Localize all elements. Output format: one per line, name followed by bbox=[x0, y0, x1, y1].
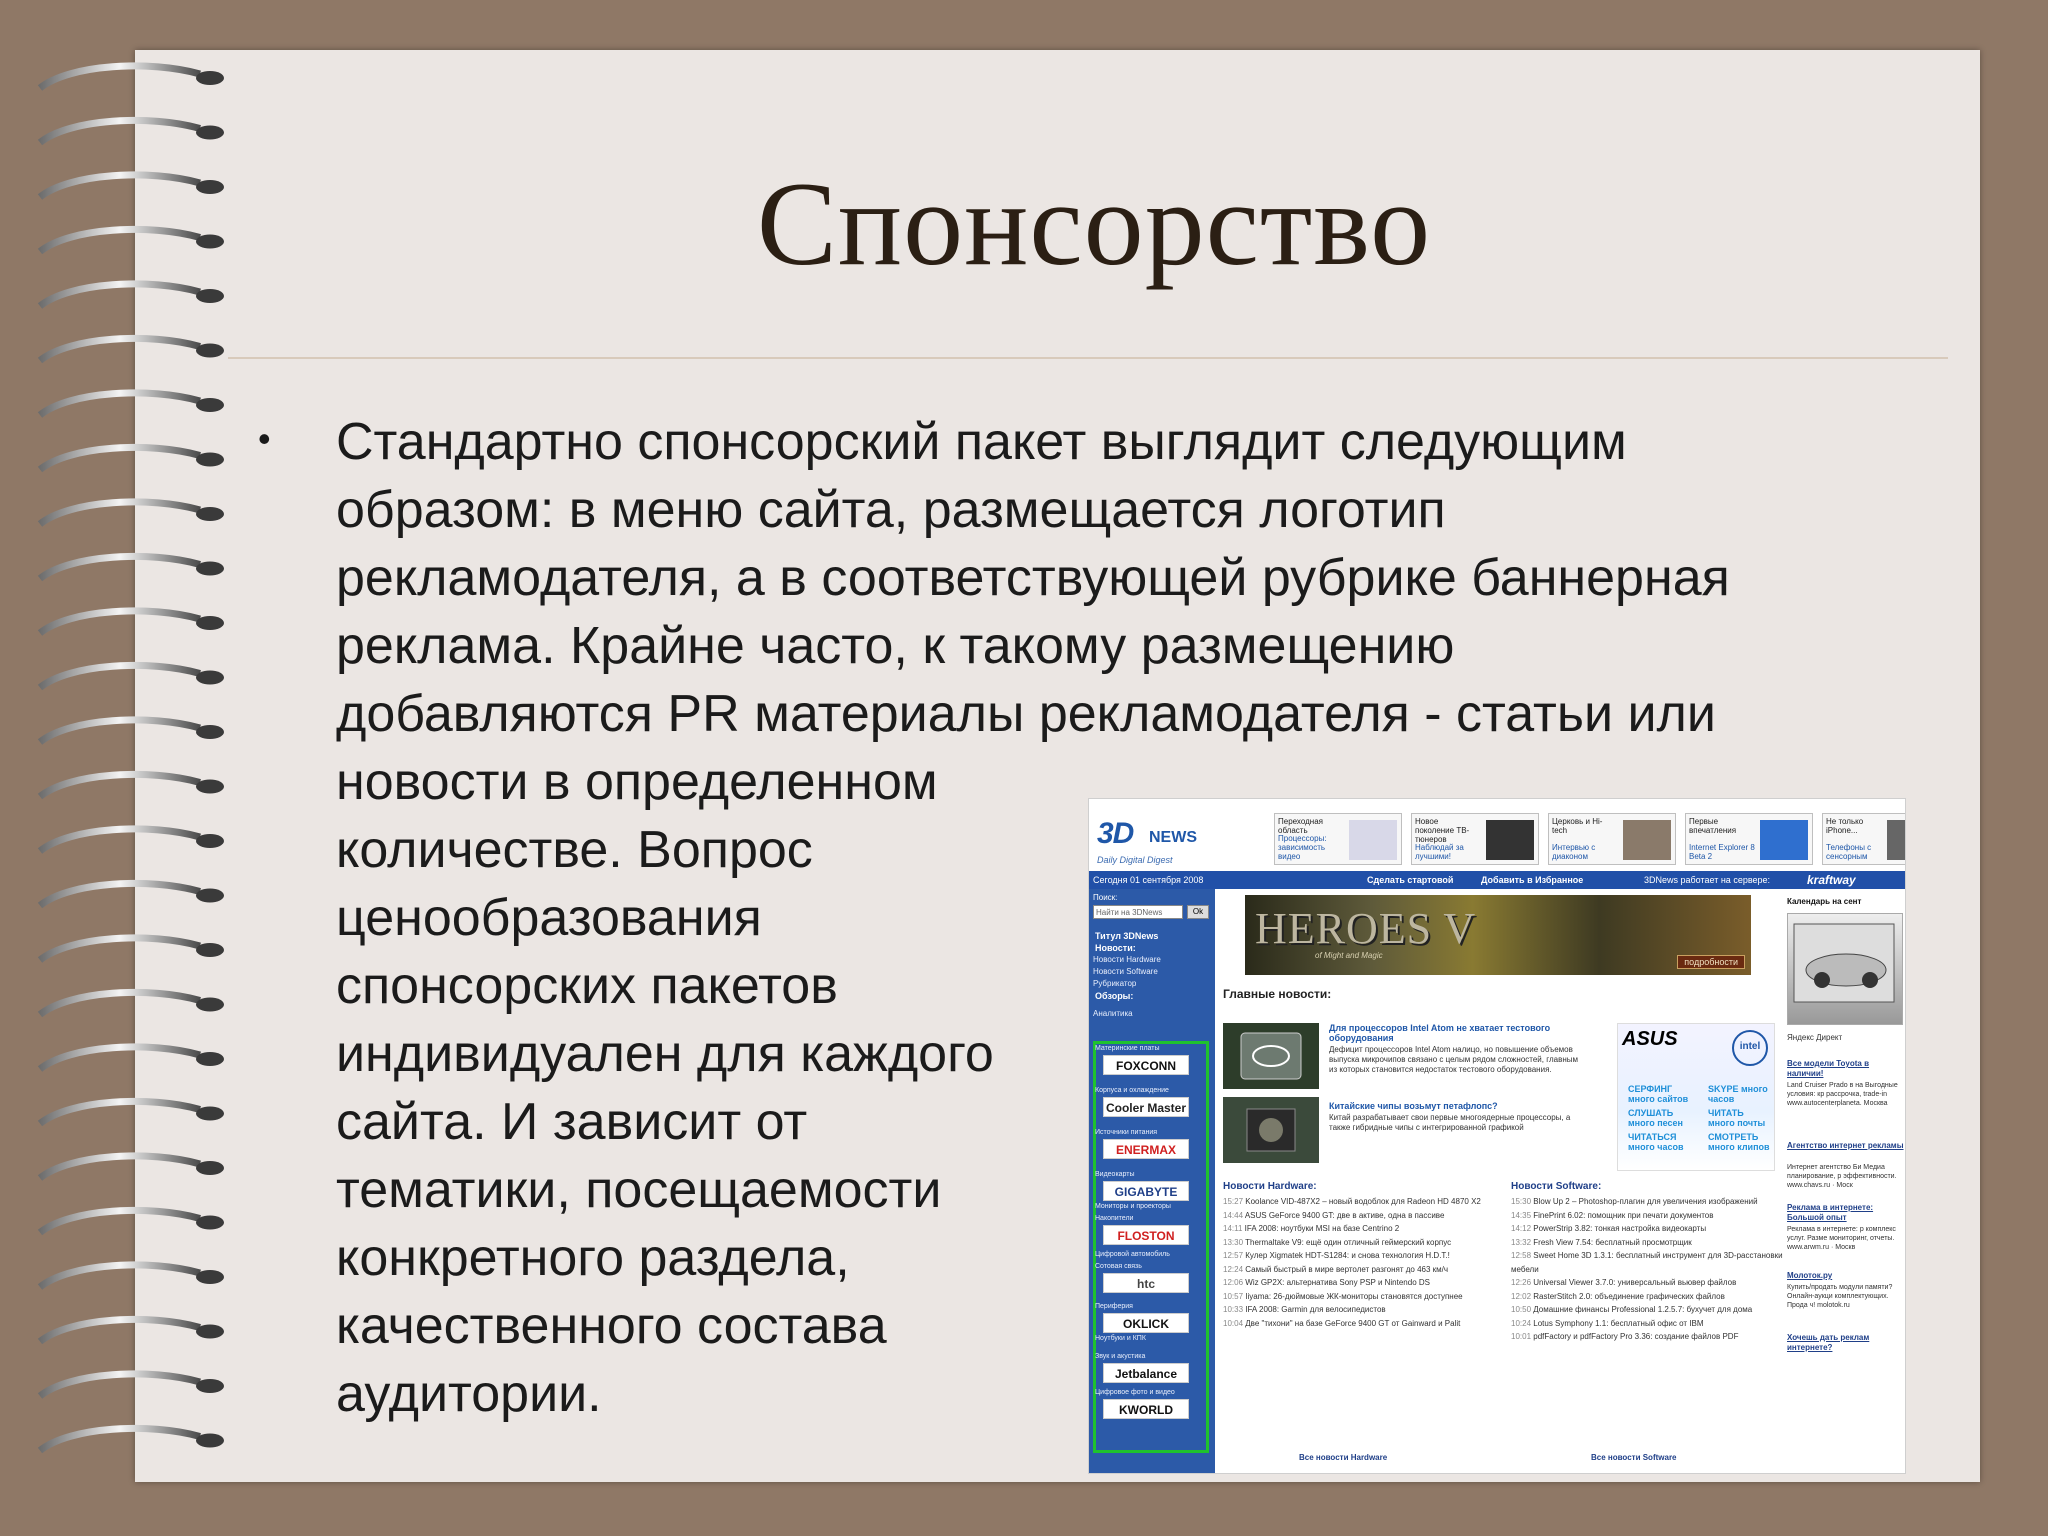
body-line: спонсорских пакетов bbox=[336, 957, 838, 1015]
site-tagline: Daily Digital Digest bbox=[1097, 855, 1173, 865]
spiral-ring bbox=[40, 120, 200, 142]
sponsor-logo[interactable]: KWORLD bbox=[1103, 1399, 1189, 1419]
spiral-ring bbox=[40, 665, 200, 687]
asus-logo: ASUS bbox=[1622, 1028, 1678, 1050]
sponsor-category[interactable]: Корпуса и охлаждение bbox=[1095, 1087, 1169, 1094]
top-card-link[interactable]: Наблюдай за лучшими! bbox=[1415, 843, 1464, 861]
news-time: 10:50 bbox=[1511, 1305, 1532, 1314]
binding-hole bbox=[196, 1434, 224, 1448]
news-title[interactable]: Koolance VID-487X2 – новый водоблок для Radeon HD 4870 X2 bbox=[1245, 1197, 1481, 1206]
favorites-link[interactable]: Добавить в Избранное bbox=[1481, 875, 1584, 885]
ad-link[interactable]: Все модели Toyota в наличии! bbox=[1787, 1059, 1870, 1078]
sponsor-logo[interactable]: htc bbox=[1103, 1273, 1189, 1293]
binding-hole bbox=[196, 1325, 224, 1339]
right-column bbox=[1785, 891, 1905, 1471]
news-list-item[interactable] bbox=[1223, 1222, 1498, 1236]
chip-icon bbox=[1223, 1023, 1319, 1089]
news-time: 12:26 bbox=[1511, 1278, 1532, 1287]
sponsor-category[interactable]: Источники питания bbox=[1095, 1129, 1158, 1136]
sponsor-category[interactable]: Цифровой автомобиль bbox=[1095, 1251, 1170, 1258]
news-headline-1[interactable]: Для процессоров Intel Atom не хватает тестового оборудования bbox=[1329, 1023, 1551, 1043]
news-title[interactable]: Домашние финансы Professional 1.2.5.7: бухучет для дома bbox=[1533, 1305, 1753, 1314]
news-headline-2[interactable]: Китайские чипы возьмут петафлопс? bbox=[1329, 1101, 1498, 1111]
news-list-item[interactable] bbox=[1223, 1209, 1498, 1223]
news-list-item[interactable] bbox=[1511, 1290, 1786, 1304]
news-list-item[interactable] bbox=[1223, 1236, 1498, 1250]
nav-item[interactable]: Новости Hardware bbox=[1093, 955, 1161, 964]
binding-hole bbox=[196, 780, 224, 794]
body-line: образом: в меню сайта, размещается логотип bbox=[336, 481, 1446, 539]
ad-word: SKYPE много часов bbox=[1708, 1084, 1768, 1104]
ad-text: Интернет агентство Би Медиа планирование, р эффективности. www.chavs.ru · Моск bbox=[1787, 1164, 1897, 1189]
top-card-image bbox=[1486, 820, 1534, 860]
spiral-ring bbox=[40, 393, 200, 415]
spiral-ring bbox=[40, 992, 200, 1014]
main-content bbox=[1219, 891, 1783, 1471]
spiral-ring bbox=[40, 502, 200, 524]
sponsor-category[interactable]: Периферия bbox=[1095, 1303, 1133, 1310]
binding-hole bbox=[196, 562, 224, 576]
news-title[interactable]: ASUS GeForce 9400 GT: две в активе, одна в пассиве bbox=[1244, 1210, 1445, 1220]
binding-hole bbox=[196, 453, 224, 467]
nav-item[interactable]: Рубрикатор bbox=[1093, 979, 1137, 988]
body-line: количестве. Вопрос bbox=[336, 821, 813, 879]
site-logo-news[interactable]: NEWS bbox=[1149, 829, 1197, 846]
spiral-ring bbox=[40, 1210, 200, 1232]
sponsor-category[interactable]: Материнские платы bbox=[1095, 1045, 1160, 1052]
binding-hole bbox=[196, 616, 224, 630]
title-divider bbox=[228, 357, 1948, 359]
car-icon bbox=[1788, 914, 1902, 1024]
news-list-item[interactable] bbox=[1511, 1236, 1786, 1250]
top-card[interactable] bbox=[1548, 813, 1676, 865]
binding-hole bbox=[196, 507, 224, 521]
binding-hole bbox=[196, 889, 224, 903]
calendar-heading: Календарь на сент bbox=[1787, 897, 1862, 906]
news-time: 12:57 bbox=[1223, 1251, 1244, 1260]
nav-item[interactable]: Новости: bbox=[1095, 943, 1136, 953]
news-title[interactable]: Wiz GP2X: альтернатива Sony PSP и Nintendo DS bbox=[1245, 1278, 1430, 1287]
news-list-item[interactable] bbox=[1223, 1317, 1498, 1331]
news-time: 14:12 bbox=[1511, 1224, 1532, 1233]
spiral-ring bbox=[40, 938, 200, 960]
news-title[interactable]: Две "тихони" на базе GeForce 9400 GT от Gainward и Palit bbox=[1245, 1318, 1461, 1328]
spiral-ring bbox=[40, 1428, 200, 1450]
site-logo-3d[interactable]: 3D bbox=[1097, 817, 1134, 850]
news-title[interactable]: RasterStitch 2.0: объединение графических файлов bbox=[1533, 1291, 1725, 1301]
ad-text: Купить/продать модули памяти? Онлайн-аукци комплектующих. Прода ч! molotok.ru bbox=[1787, 1284, 1893, 1309]
sponsor-category[interactable]: Видеокарты bbox=[1095, 1171, 1135, 1178]
server-text: 3DNews работает на сервере: bbox=[1644, 875, 1771, 885]
nav-item[interactable]: Аналитика bbox=[1093, 1009, 1133, 1018]
news-title[interactable]: FinePrint 6.02: помощник при печати документов bbox=[1533, 1210, 1714, 1220]
news-list-item[interactable] bbox=[1511, 1330, 1786, 1344]
date-text: Сегодня 01 сентября 2008 bbox=[1093, 875, 1204, 885]
binding-hole bbox=[196, 126, 224, 140]
binding-hole bbox=[196, 1161, 224, 1175]
binding-hole bbox=[196, 1379, 224, 1393]
top-card-title: Не только iPhone... bbox=[1826, 817, 1864, 835]
binding-hole bbox=[196, 398, 224, 412]
spiral-ring bbox=[40, 1047, 200, 1069]
news-list-item[interactable] bbox=[1511, 1317, 1786, 1331]
all-hardware-link[interactable]: Все новости Hardware bbox=[1299, 1453, 1388, 1462]
spiral-ring bbox=[40, 883, 200, 905]
news-list-item[interactable] bbox=[1223, 1249, 1498, 1263]
news-time: 14:11 bbox=[1223, 1224, 1243, 1233]
site-toolbar bbox=[1089, 871, 1905, 889]
ad-text: Реклама в интернете: р комплекс услуг. Разме мониторинг, отчеты. www.arwm.ru · Москв bbox=[1787, 1226, 1896, 1251]
binding-hole bbox=[196, 1107, 224, 1121]
body-line: Стандартно спонсорский пакет выглядит следующим bbox=[336, 413, 1627, 471]
sponsor-logo[interactable]: ENERMAX bbox=[1103, 1139, 1189, 1159]
top-card-image bbox=[1623, 820, 1671, 860]
asus-ad[interactable] bbox=[1617, 1023, 1775, 1171]
ad-word: ЧИТАТЬСЯ много часов bbox=[1628, 1132, 1684, 1152]
news-list-item[interactable] bbox=[1511, 1303, 1786, 1317]
ad-word: ЧИТАТЬ много почты bbox=[1708, 1108, 1766, 1128]
ad-link[interactable]: Агентство интернет рекламы bbox=[1787, 1141, 1904, 1150]
ad-word: СМОТРЕТЬ много клипов bbox=[1708, 1132, 1770, 1152]
top-card[interactable] bbox=[1685, 813, 1813, 865]
spiral-ring bbox=[40, 1319, 200, 1341]
news-list-item[interactable] bbox=[1511, 1249, 1786, 1276]
body-line: добавляются PR материалы рекламодателя - статьи или bbox=[336, 685, 1716, 743]
site-screenshot bbox=[1088, 798, 1906, 1474]
news-time: 10:01 bbox=[1511, 1332, 1532, 1341]
news-time: 10:24 bbox=[1511, 1318, 1532, 1328]
news-time: 13:32 bbox=[1511, 1237, 1532, 1247]
binding-hole bbox=[196, 998, 224, 1012]
top-card[interactable] bbox=[1822, 813, 1906, 865]
top-card-title: Новое поколение ТВ-тюнеров bbox=[1415, 817, 1470, 844]
news-time: 13:30 bbox=[1223, 1237, 1244, 1247]
news-time: 12:58 bbox=[1511, 1251, 1532, 1260]
news-list-item[interactable] bbox=[1223, 1290, 1498, 1304]
kraftway-logo[interactable]: kraftway bbox=[1807, 873, 1856, 887]
ad-text: Land Cruiser Prado в на Выгодные условия: кр рассрочка, trade-in www.autocenterplaneta. Москва bbox=[1787, 1082, 1898, 1107]
spiral-ring bbox=[40, 1101, 200, 1123]
site-header bbox=[1089, 799, 1905, 869]
spiral-ring bbox=[40, 720, 200, 742]
news-list-item[interactable] bbox=[1511, 1222, 1786, 1236]
spiral-ring bbox=[40, 1374, 200, 1396]
news-list-item[interactable] bbox=[1223, 1276, 1498, 1290]
body-line: тематики, посещаемости bbox=[336, 1161, 942, 1219]
china-chip-image[interactable] bbox=[1223, 1097, 1319, 1163]
spiral-ring bbox=[40, 66, 200, 88]
news-title[interactable]: Кулер Xigmatek HDT-S1284: и снова технология H.D.T.! bbox=[1245, 1251, 1450, 1260]
news-list-item[interactable] bbox=[1223, 1263, 1498, 1277]
circuit-icon bbox=[1223, 1097, 1319, 1163]
software-news-list bbox=[1511, 1195, 1786, 1344]
news-list-item[interactable] bbox=[1511, 1276, 1786, 1290]
body-line: сайта. И зависит от bbox=[336, 1093, 808, 1151]
binding-hole bbox=[196, 1270, 224, 1284]
top-card-link[interactable]: Телефоны с сенсорным bbox=[1826, 843, 1872, 861]
body-line: новости в определенном bbox=[336, 753, 938, 811]
news-title[interactable]: pdfFactory и pdfFactory Pro 3.36: создание файлов PDF bbox=[1533, 1332, 1739, 1341]
news-time: 15:27 bbox=[1223, 1197, 1244, 1206]
news-time: 10:57 bbox=[1223, 1291, 1244, 1301]
body-line: аудитории. bbox=[336, 1365, 602, 1423]
binding-hole bbox=[196, 943, 224, 957]
news-title[interactable]: IFA 2008: Garmin для велосипедистов bbox=[1245, 1305, 1386, 1314]
sponsor-category[interactable]: Цифровое фото и видео bbox=[1095, 1389, 1175, 1396]
top-card-image bbox=[1887, 820, 1906, 860]
yandex-direct-label[interactable]: Яндекс Директ bbox=[1787, 1033, 1843, 1042]
binding-hole bbox=[196, 671, 224, 685]
news-time: 10:33 bbox=[1223, 1305, 1244, 1314]
news-text-2: Китай разрабатывает свои первые многоядерные процессоры, а также гибридные чипы с интегрированной графикой bbox=[1329, 1113, 1571, 1132]
top-card[interactable] bbox=[1274, 813, 1402, 865]
search-ok-button[interactable]: Ok bbox=[1187, 905, 1209, 919]
binding-hole bbox=[196, 1052, 224, 1066]
sponsor-logo[interactable]: GIGABYTE bbox=[1103, 1181, 1189, 1201]
top-card-title: Первые впечатления bbox=[1689, 817, 1737, 835]
news-title[interactable]: Thermaltake V9: ещё один отличный геймерский корпус bbox=[1245, 1237, 1452, 1247]
binding-hole bbox=[196, 1216, 224, 1230]
news-time: 15:30 bbox=[1511, 1197, 1532, 1206]
spiral-ring bbox=[40, 774, 200, 796]
body-line: индивидуален для каждого bbox=[336, 1025, 994, 1083]
slide-title: Спонсорство bbox=[756, 157, 1432, 290]
spiral-ring bbox=[40, 1156, 200, 1178]
news-title[interactable]: Iiyama: 26-дюймовые ЖК-мониторы становятся доступнее bbox=[1245, 1291, 1463, 1301]
ad-link[interactable]: Молоток.ру bbox=[1787, 1271, 1833, 1280]
news-title[interactable]: Universal Viewer 3.7.0: универсальный вьювер файлов bbox=[1533, 1278, 1737, 1287]
news-list-item[interactable] bbox=[1511, 1209, 1786, 1223]
news-list-item[interactable] bbox=[1223, 1195, 1498, 1209]
body-line: конкретного раздела, bbox=[336, 1229, 850, 1287]
left-nav bbox=[1089, 889, 1215, 1473]
car-ad-image[interactable] bbox=[1787, 913, 1903, 1025]
search-label: Поиск: bbox=[1093, 893, 1118, 902]
intel-chip-image[interactable] bbox=[1223, 1023, 1319, 1089]
software-heading: Новости Software: bbox=[1511, 1181, 1602, 1192]
sponsor-category[interactable]: Звук и акустика bbox=[1095, 1353, 1146, 1360]
top-card-link[interactable]: Интервью с диаконом bbox=[1552, 843, 1596, 861]
ad-word: СЕРФИНГ много сайтов bbox=[1628, 1084, 1689, 1104]
make-home-link[interactable]: Сделать стартовой bbox=[1367, 875, 1454, 885]
news-text-1: Дефицит процессоров Intel Atom налицо, но повышение объемов выпуска микрочипов связано с целым рядом сложностей, главным из которых становится недостаток тестового оборудования. bbox=[1329, 1045, 1578, 1074]
ad-word: СЛУШАТЬ много песен bbox=[1628, 1108, 1683, 1128]
top-card[interactable] bbox=[1411, 813, 1539, 865]
top-card-link[interactable]: Internet Explorer 8 Beta 2 bbox=[1689, 843, 1755, 861]
sponsor-category[interactable]: Мониторы и проекторы bbox=[1095, 1203, 1171, 1210]
top-card-title: Переходная область bbox=[1278, 817, 1323, 835]
spiral-ring bbox=[40, 1265, 200, 1287]
news-time: 12:06 bbox=[1223, 1278, 1244, 1287]
spiral-ring bbox=[40, 338, 200, 360]
sponsor-logo[interactable]: FLOSTON bbox=[1103, 1225, 1189, 1245]
top-card-image bbox=[1760, 820, 1808, 860]
hardware-heading: Новости Hardware: bbox=[1223, 1181, 1317, 1192]
hardware-news-list bbox=[1223, 1195, 1498, 1330]
binding-hole bbox=[196, 834, 224, 848]
spiral-ring bbox=[40, 611, 200, 633]
sponsor-category[interactable]: Ноутбуки и КПК bbox=[1095, 1335, 1146, 1342]
nav-item[interactable]: Обзоры: bbox=[1095, 991, 1134, 1001]
news-title[interactable]: PowerStrip 3.82: тонкая настройка видеокарты bbox=[1533, 1224, 1707, 1233]
ad-link[interactable]: Хочешь дать реклам интернете? bbox=[1787, 1333, 1870, 1352]
news-time: 14:35 bbox=[1511, 1210, 1532, 1220]
news-time: 10:04 bbox=[1223, 1318, 1244, 1328]
news-title[interactable]: IFA 2008: ноутбуки MSI на базе Centrino 2 bbox=[1244, 1224, 1400, 1233]
heroes-banner[interactable] bbox=[1245, 895, 1751, 975]
body-line: рекламодателя, а в соответствующей рубрике баннерная bbox=[336, 549, 1730, 607]
news-time: 12:02 bbox=[1511, 1291, 1532, 1301]
top-card-link[interactable]: Процессоры: зависимость видео bbox=[1278, 834, 1327, 861]
search-input[interactable] bbox=[1093, 905, 1183, 919]
sponsor-logo[interactable]: FOXCONN bbox=[1103, 1055, 1189, 1075]
news-title[interactable]: Sweet Home 3D 1.3.1: бесплатный инструмент для 3D-расстановки мебели bbox=[1511, 1251, 1783, 1274]
spiral-ring bbox=[40, 829, 200, 851]
body-line: ценообразования bbox=[336, 889, 762, 947]
sponsor-logo[interactable]: Jetbalance bbox=[1103, 1363, 1189, 1383]
news-title[interactable]: Fresh View 7.54: бесплатный просмотрщик bbox=[1533, 1237, 1692, 1247]
top-card-image bbox=[1349, 820, 1397, 860]
news-title[interactable]: Blow Up 2 – Photoshop-плагин для увеличения изображений bbox=[1533, 1197, 1758, 1206]
banner-details-button[interactable]: подробности bbox=[1677, 955, 1745, 969]
sponsor-logo[interactable]: Cooler Master bbox=[1103, 1097, 1189, 1117]
news-list-item[interactable] bbox=[1511, 1195, 1786, 1209]
sponsor-category[interactable]: Сотовая связь bbox=[1095, 1263, 1142, 1270]
body-line: качественного состава bbox=[336, 1297, 887, 1355]
nav-item[interactable]: Новости Software bbox=[1093, 967, 1158, 976]
spiral-ring bbox=[40, 447, 200, 469]
sponsor-category[interactable]: Накопители bbox=[1095, 1215, 1134, 1222]
binding-hole bbox=[196, 71, 224, 85]
top-card-title: Церковь и Hi-tech bbox=[1552, 817, 1603, 835]
nav-item[interactable]: Титул 3DNews bbox=[1095, 931, 1159, 941]
ad-link[interactable]: Реклама в интернете: Большой опыт bbox=[1787, 1203, 1874, 1222]
binding-hole bbox=[196, 344, 224, 358]
main-news-heading: Главные новости: bbox=[1223, 987, 1332, 1001]
all-software-link[interactable]: Все новости Software bbox=[1591, 1453, 1677, 1462]
news-time: 14:44 bbox=[1223, 1210, 1244, 1220]
banner-title: HEROES V bbox=[1255, 904, 1477, 953]
sponsor-logo[interactable]: OKLICK bbox=[1103, 1313, 1189, 1333]
news-list-item[interactable] bbox=[1223, 1303, 1498, 1317]
news-title[interactable]: Самый быстрый в мире вертолет разгонят до 463 км/ч bbox=[1245, 1264, 1449, 1274]
spiral-ring bbox=[40, 556, 200, 578]
intel-logo: intel bbox=[1732, 1030, 1768, 1066]
binding-hole bbox=[196, 725, 224, 739]
news-time: 12:24 bbox=[1223, 1264, 1244, 1274]
bullet-dot: • bbox=[258, 418, 271, 459]
body-line: реклама. Крайне часто, к такому размещению bbox=[336, 617, 1455, 675]
banner-subtitle: of Might and Magic bbox=[1315, 951, 1383, 960]
news-title[interactable]: Lotus Symphony 1.1: бесплатный офис от IBM bbox=[1533, 1318, 1704, 1328]
